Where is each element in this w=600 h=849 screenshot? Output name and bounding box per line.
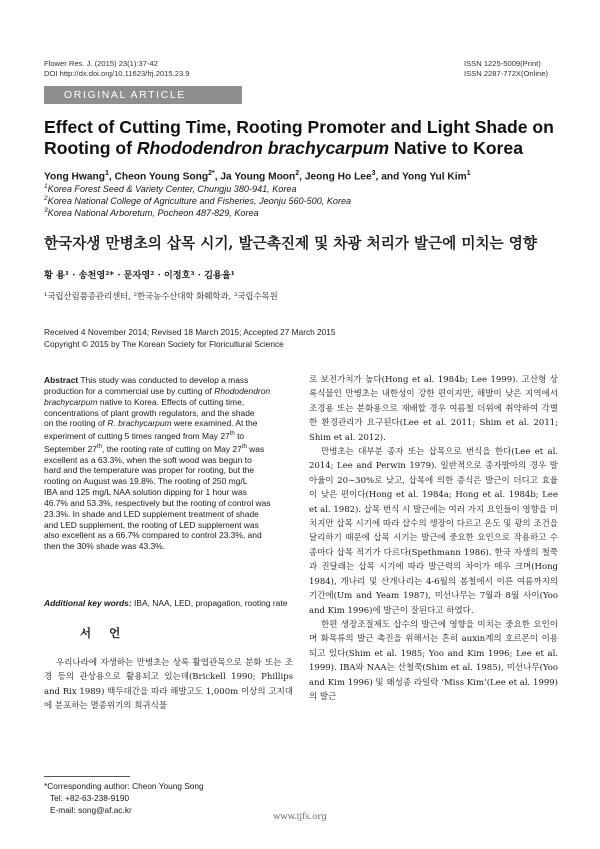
issn-online: ISSN 2287-772X(Online) xyxy=(464,69,548,78)
footer-url[interactable]: www.ijfs.org xyxy=(273,812,327,822)
introduction-right-column xyxy=(309,373,558,704)
copyright-notice: Copyright © 2015 by The Korean Society for Floricultural Science xyxy=(44,339,284,349)
affiliation-1: $^1$Korea Forest Seed & Variety Center, Chungju 380-941, Korea xyxy=(44,183,297,195)
received-dates: Received 4 November 2014; Revised 18 March 2015; Accepted 27 March 2015 xyxy=(44,327,336,337)
abstract: Abstract This study was conducted to develop a mass production for a commercial use by cutting of Rhododendron brachycarpum native to Korea. Effects of cutting time, concentrations of plant growth regulators, and the shade on the rooting of R. brachycarpum were examined. At the experiment of cutting 5 times ranged from May 27th to September 27th, the rooting rate of cutting on May 27th was excellent as a 63.3%, when the soft wood was begun to hard and the temperature was proper for rooting, but the rooting on August was 19.8%. The rooting of 250 mg/L IBA and 125 mg/L NAA solution dipping for 1 hour was 46.7% and 53.3%, respectively but the rooting of control was 23.3%. In shade and LED supplement treatment of shade and LED supplement, the rooting of LED supplement was also excellent as a 66.7% compared to control 23.3%, and then the 30% shade was 43.3%. xyxy=(44,375,271,552)
paragraph-3: 한편 생장조절제도 삽수의 발근에 영향을 미치는 중요한 요인이며 화목류의 발근 촉진을 위해서는 흔히 auxin계의 호르몬이 이용되고 있다(Shim et al. 1985; Yoo and Kim 1996; Lee et al. 1999). IBA와 NAA는 산철쭉(Shim et al. 1985), 미선나무(Yoo and Kim 1996) 및 왜성종 라일락 ‘Miss Kim’(Lee et al. 1999)의 발근 xyxy=(309,619,558,702)
corresponding-email[interactable]: E-mail: song@af.ac.kr xyxy=(50,805,132,815)
additional-keywords: Additional key words: IBA, NAA, LED, propagation, rooting rate xyxy=(44,598,288,608)
footnote-divider xyxy=(44,776,130,777)
paragraph-1: 로 보전가치가 높다(Hong et al. 1984b; Lee 1999). 고산형 상록식물인 만병초는 내한성이 강한 편이지만, 해발이 낮은 지역에서 조경용 또는 분화용으로 재배할 경우 여름철 더위에 취약하여 각별한 환경관리가 요구된다(Lee et al. 2011; Shim et al. 2011; Shim et al. 2012). xyxy=(309,375,558,443)
article-type-banner: ORIGINAL ARTICLE xyxy=(44,86,242,104)
corresponding-tel: Tel: +82-63-238-9190 xyxy=(50,793,130,803)
korean-authors: 황 용¹ · 송천영²* · 문자영² · 이정호³ · 김용율¹ xyxy=(44,270,235,281)
affiliation-2: $^2$Korea National College of Agriculture and Fisheries, Jeonju 560-500, Korea xyxy=(44,195,352,207)
doi-link[interactable]: DOI http://dx.doi.org/10.11623/frj.2015.23.9 xyxy=(44,69,190,78)
title-line-1: Effect of Cutting Time, Rooting Promoter and Light Shade on xyxy=(44,117,554,137)
paper-title xyxy=(44,117,564,159)
affiliation-3: $^3$Korea National Arboretum, Pocheon 487-829, Korea xyxy=(44,207,259,219)
abstract-label: Abstract xyxy=(44,375,79,385)
title-line-2: Rooting of Rhododendron brachycarpum Native to Korea xyxy=(44,138,523,158)
paragraph-2: 만병초는 대부분 종자 또는 삽목으로 번식을 한다(Lee et al. 2014; Lee and Perwin 1979). 일반적으로 종자발아의 경우 발아율이 20∼30%로 낮고, 삽목에 의한 증식은 발근이 더디고 효율이 낮은 편이다(Hong et al. 1984a; Hong et al. 1984b; Lee et al. 1982). 삽목 번식 시 발근에는 여러 가지 요인들이 영향을 미치지만 삽목 시기에 따라 삽수의 생장이 다르고 온도 및 광의 조건을 달리하기 때문에 삽목 시기는 발근에 중요한 요인으로 작용하고 수종마다 삽목 적기가 다르다(Spethmann 1986). 한국 자생의 철쭉과 진달래는 삽목 시기에 따라 발근력의 차이가 매우 크며(Hong 1984), 개나리 및 산개나리는 4-6월의 봄철에서 이른 여름까지의 기간에(Um and Yeam 1987), 미선나무는 7월과 8월 사이(Yoo and Kim 1996)에 발근이 잘된다고 하였다. xyxy=(309,447,558,616)
journal-citation: Flower Res. J. (2015) 23(1):37-42 xyxy=(44,59,158,68)
issn-print: ISSN 1225-5009(Print) xyxy=(464,59,541,68)
author-list: Yong Hwang$^1$, Cheon Young Song$^{2*}$, Ja Young Moon$^2$, Jeong Ho Lee$^3$, and Yong Yul Kim$^1$ xyxy=(44,170,471,183)
corresponding-author: *Corresponding author: Cheon Young Song xyxy=(44,781,204,791)
korean-affiliations: ¹국립산림품종관리센터, ²한국농수산대학 화훼학과, ³국립수목원 xyxy=(44,291,278,301)
korean-title: 한국자생 만병초의 삽목 시기, 발근촉진제 및 차광 처리가 발근에 미치는 영향 xyxy=(44,235,537,252)
section-heading-introduction: 서언 xyxy=(80,626,139,640)
introduction-left-text: 우리나라에 자생하는 만병초는 상록 활엽관목으로 분화 또는 조경 등의 관상용으로 활용되고 있는데(Brickell 1990; Phillips and Rix 1989) 백두대간을 따라 해발고도 1,000m 이상의 고지대에 분포하는 멸종위기의 희귀식물 xyxy=(44,658,293,712)
